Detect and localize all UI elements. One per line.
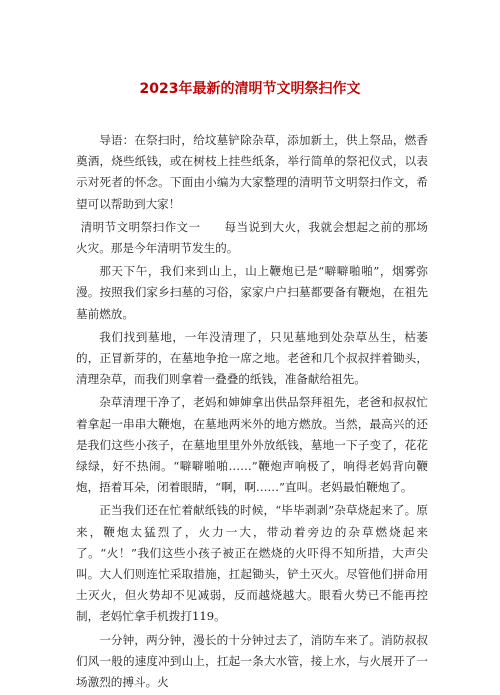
paragraph: 我们找到墓地，一年没清理了，只见墓地到处杂草丛生，枯萎的，正冒新芽的，在墓地争抢一席之地。老爸和几个叔叔拌着锄头，清理杂草，而我们则拿着一叠叠的纸钱，准备献给祖先。 (76, 329, 428, 387)
paragraph: 一分钟，两分钟，漫长的十分钟过去了，消防车来了。消防叔叔们风一般的速度冲到山上，扛起一条大水管，接上水，与火展开了一场激烈的搏斗。火 (76, 632, 428, 690)
document-title: 2023年最新的清明节文明祭扫作文 (139, 81, 361, 97)
paragraph: 杂草清理干净了，老妈和婶婶拿出供品祭拜祖先，老爸和叔叔忙着拿起一串串大鞭炮，在墓地两米外的地方燃放。当然，最高兴的还是我们这些小孩子，在墓地里里外外放纸钱，墓地一下子变了，花花绿绿，好不热闹。“噼噼啪啪……”鞭炮声响极了，响得老妈背向鞭炮，捂着耳朵，闭着眼睛，“啊，啊……”直叫。老妈最怕鞭炮了。 (76, 395, 428, 495)
paragraph: 清明节文明祭扫作文一 每当说到大火，我就会想起之前的那场火灾。那是今年清明节发生的。 (76, 219, 428, 256)
paragraph: 那天下午，我们来到山上，山上鞭炮已是“噼噼啪啪”，烟雾弥漫。按照我们家乡扫墓的习俗，家家户户扫墓都要备有鞭炮，在祖先墓前燃放。 (76, 264, 428, 321)
paragraph: 正当我们还在忙着献纸钱的时候，“毕毕剥剥”杂草烧起来了。原来，鞭炮太猛烈了，火力一大，带动着旁边的杂草燃烧起来了。“火！”我们这些小孩子被正在燃烧的火吓得不知所措，大声尖叫。大人们则连忙采取措施，扛起锄头，铲土灭火。尽管他们拼命用土灭火，但火势却不见减弱，反而越烧越大。眼看火势已不能再控制，老妈忙拿手机拨打119。 (76, 503, 428, 624)
document-body (76, 130, 428, 695)
paragraph: 导语：在祭扫时，给坟墓铲除杂草，添加新土，供上祭品，燃香奠酒，烧些纸钱，或在树枝上挂些纸条，举行简单的祭祀仪式，以表示对死者的怀念。下面由小编为大家整理的清明节文明祭扫作文，希望可以帮助到大家！ (76, 133, 428, 211)
